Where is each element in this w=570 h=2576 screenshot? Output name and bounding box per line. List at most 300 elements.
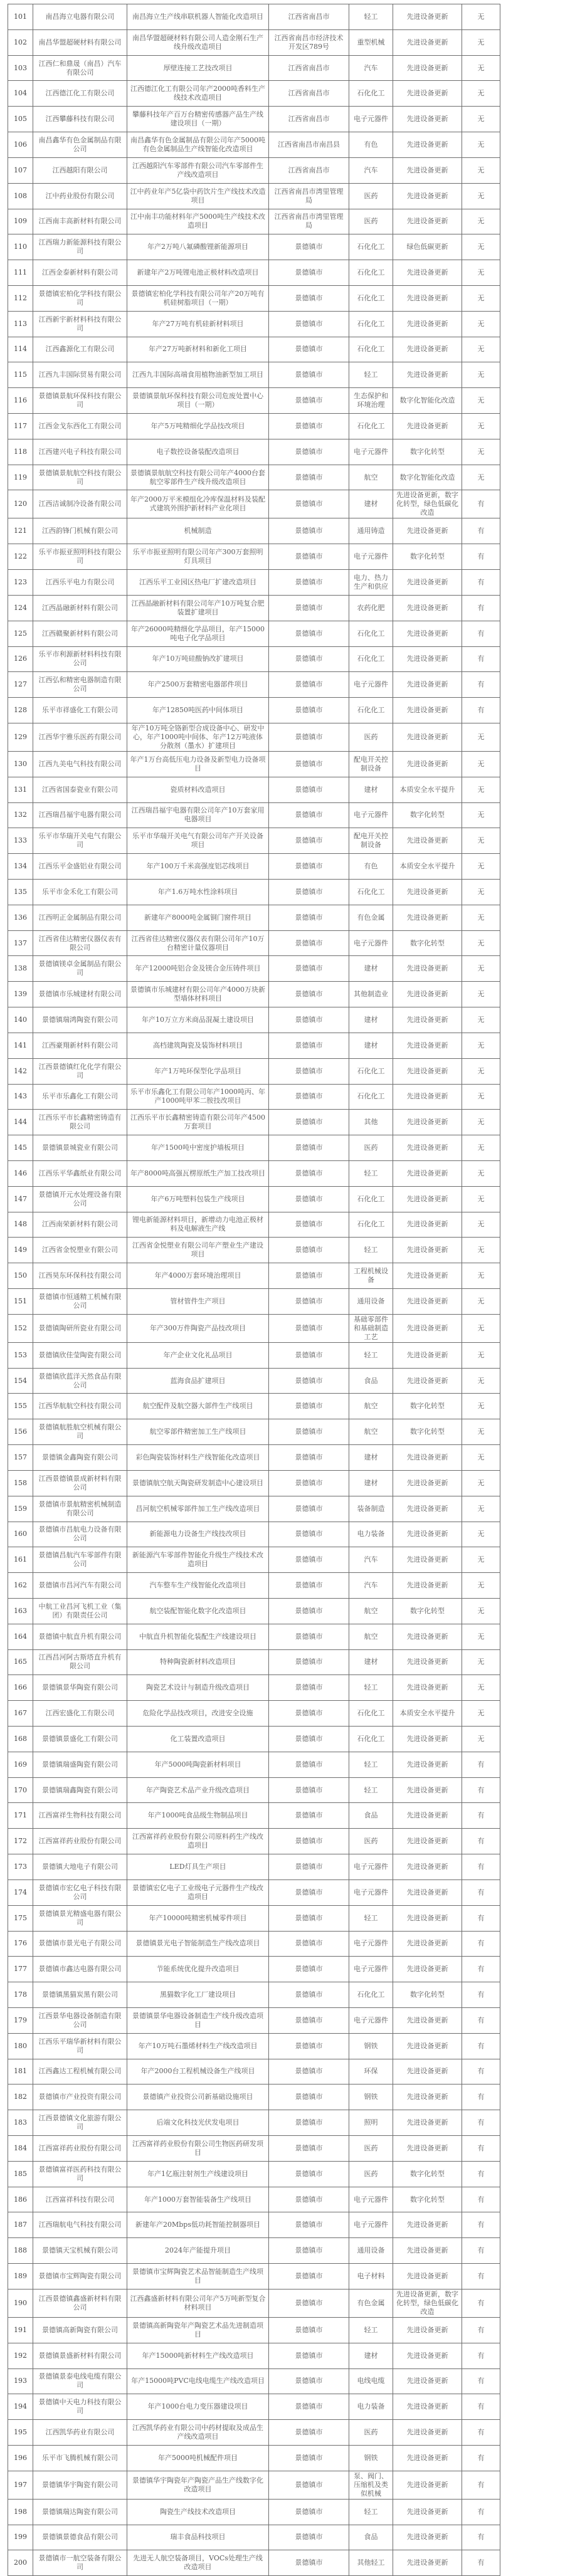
demo-flag: 无 — [462, 880, 500, 905]
table-row — [8, 1419, 563, 1445]
region: 景德镇市 — [269, 646, 349, 672]
project-name: 陶瓷艺术设计与制造升级改造项目 — [127, 1675, 269, 1701]
demo-flag: 无 — [462, 209, 500, 234]
update-direction: 先进设备更新 — [393, 29, 462, 55]
sector: 通用设备 — [349, 1289, 393, 1315]
company-name: 乐平市利源新材料科技有限公司 — [33, 646, 127, 672]
update-direction: 本质安全水平提升 — [393, 777, 462, 802]
region: 景德镇市 — [269, 880, 349, 905]
project-name: 攀藤科技年产百万台精密传感器产品生产线建设项目（一期） — [127, 107, 269, 132]
update-direction: 先进设备更新 — [393, 2550, 462, 2576]
company-name: 南昌华盟超硬材料有限公司 — [33, 29, 127, 55]
project-name: 厚壁连接工艺技改项目 — [127, 55, 269, 81]
update-direction: 先进设备更新 — [393, 1212, 462, 1238]
table-row — [8, 1445, 563, 1471]
region: 江西省南昌市 — [269, 4, 349, 30]
sector: 石化化工 — [349, 880, 393, 905]
sector: 其他轻工 — [349, 2550, 393, 2576]
sector: 通用铸造 — [349, 518, 393, 544]
update-direction: 先进设备更新 — [393, 2033, 462, 2059]
row-number: 117 — [8, 414, 33, 439]
sector: 石化化工 — [349, 1084, 393, 1110]
row-number: 115 — [8, 362, 33, 388]
update-direction: 先进设备更新 — [393, 2471, 462, 2499]
table-row — [8, 2343, 563, 2368]
project-name: 江西乐平工业园区热电厂扩建改造项目 — [127, 570, 269, 596]
region: 景德镇市 — [269, 1186, 349, 1212]
update-direction: 本质安全水平提升 — [393, 854, 462, 880]
sector: 轻工 — [349, 1160, 393, 1186]
row-number: 136 — [8, 905, 33, 930]
company-name: 江西韵锋门机械有限公司 — [33, 518, 127, 544]
table-row — [8, 1110, 563, 1135]
region: 景德镇市 — [269, 2289, 349, 2317]
demo-flag: 有 — [462, 490, 500, 518]
update-direction: 数字化转型 — [393, 1419, 462, 1445]
sector: 电子元器件 — [349, 2187, 393, 2212]
demo-flag: 有 — [462, 544, 500, 570]
table-row — [8, 828, 563, 854]
update-direction: 先进设备更新 — [393, 1314, 462, 1342]
company-name: 景德镇昌航汽车零部件有限公司 — [33, 1547, 127, 1573]
demo-flag: 有 — [462, 2368, 500, 2394]
project-name: 江西省佳达精密仪器仪表有限公司年产10万台精密计量仪器项目 — [127, 930, 269, 956]
table-row — [8, 362, 563, 388]
row-number: 138 — [8, 956, 33, 982]
demo-flag: 无 — [462, 1110, 500, 1135]
company-name: 江西金泰新材料有限公司 — [33, 260, 127, 286]
demo-flag: 无 — [462, 1033, 500, 1058]
demo-flag: 有 — [462, 2264, 500, 2289]
company-name: 江西明正金属制品有限公司 — [33, 905, 127, 930]
company-name: 江西乐平市长鑫精密铸造有限公司 — [33, 1110, 127, 1135]
row-number: 198 — [8, 2499, 33, 2525]
table-row — [8, 157, 563, 183]
table-row — [8, 2187, 563, 2212]
sector: 其他制造业 — [349, 982, 393, 1007]
row-number: 135 — [8, 880, 33, 905]
row-number: 113 — [8, 311, 33, 337]
demo-flag: 无 — [462, 260, 500, 286]
project-name: 景德镇景华电器设备制造生产线升级改造项目 — [127, 2007, 269, 2033]
row-number: 144 — [8, 1110, 33, 1135]
row-number: 104 — [8, 81, 33, 107]
update-direction: 先进设备更新 — [393, 1905, 462, 1931]
company-name: 江西南丰高新材料有限公司 — [33, 209, 127, 234]
update-direction: 先进设备更新 — [393, 2525, 462, 2550]
demo-flag: 有 — [462, 570, 500, 596]
demo-flag: 有 — [462, 646, 500, 672]
demo-flag: 无 — [462, 55, 500, 81]
update-direction: 先进设备更新 — [393, 1110, 462, 1135]
project-name: 年产1000吨食品级生物制品项目 — [127, 1803, 269, 1829]
region: 景德镇市 — [269, 698, 349, 723]
demo-flag: 无 — [462, 465, 500, 490]
update-direction: 数字化转型 — [393, 544, 462, 570]
project-name: 年产2000万平米模组化冷库保温材料及装配式建筑外围护新材料产业化项目 — [127, 490, 269, 518]
table-row — [8, 209, 563, 234]
demo-flag: 无 — [462, 234, 500, 260]
row-number: 200 — [8, 2550, 33, 2576]
update-direction: 先进设备更新 — [393, 2007, 462, 2033]
sector: 石化化工 — [349, 1727, 393, 1752]
company-name: 江西建兴电子科技有限公司 — [33, 439, 127, 465]
region: 景德镇市 — [269, 1419, 349, 1445]
region: 景德镇市 — [269, 544, 349, 570]
company-name: 江西华航航空科技有限公司 — [33, 1394, 127, 1419]
sector: 石化化工 — [349, 285, 393, 311]
project-name: 陶瓷生产线技术改造项目 — [127, 2499, 269, 2525]
update-direction: 先进设备更新 — [393, 956, 462, 982]
company-name: 景德镇景德食品有限公司 — [33, 2525, 127, 2550]
project-name: 年产1.6万吨水性涂料项目 — [127, 880, 269, 905]
sector: 建材 — [349, 1470, 393, 1496]
update-direction: 先进设备更新，数字化转型，绿色低碳化改造 — [393, 2289, 462, 2317]
sector: 电子元器件 — [349, 930, 393, 956]
update-direction: 先进设备更新 — [393, 81, 462, 107]
update-direction: 先进设备更新 — [393, 2499, 462, 2525]
sector: 石化化工 — [349, 337, 393, 362]
demo-flag: 有 — [462, 2289, 500, 2317]
demo-flag: 无 — [462, 1727, 500, 1752]
demo-flag: 无 — [462, 1084, 500, 1110]
project-name: 景德镇宏柏化学科技有限公司年产20万吨有机硅树脂项目（一期） — [127, 285, 269, 311]
sector: 电子元器件 — [349, 1957, 393, 1982]
update-direction: 先进设备更新 — [393, 1752, 462, 1777]
table-row — [8, 4, 563, 30]
row-number: 141 — [8, 1033, 33, 1058]
sector: 配电开关控制设备 — [349, 751, 393, 777]
region: 景德镇市 — [269, 1033, 349, 1058]
update-direction: 先进设备更新 — [393, 828, 462, 854]
table-row — [8, 777, 563, 802]
table-row — [8, 29, 563, 55]
project-name: 年产15000吨PVC电线电缆生产线改造项目 — [127, 2368, 269, 2394]
sector: 装备制造 — [349, 1496, 393, 1522]
update-direction: 先进设备更新 — [393, 1777, 462, 1803]
update-direction: 先进设备更新 — [393, 1496, 462, 1522]
demo-flag: 无 — [462, 1675, 500, 1701]
row-number: 103 — [8, 55, 33, 81]
project-name: 南昌海立生产线串联机器人智能化改造项目 — [127, 4, 269, 30]
sector: 医药 — [349, 209, 393, 234]
project-name: 年产5万吨精细化学品技改项目 — [127, 414, 269, 439]
region: 景德镇市 — [269, 1624, 349, 1649]
demo-flag: 有 — [462, 1803, 500, 1829]
project-name: 景德镇市宝辉陶瓷艺术品智能制造生产线项目 — [127, 2264, 269, 2289]
table-row — [8, 1931, 563, 1957]
company-name: 江西昌河阿古斯塔直升机有限公司 — [33, 1649, 127, 1675]
demo-flag: 有 — [462, 2445, 500, 2471]
sector: 石化化工 — [349, 260, 393, 286]
sector: 电子元器件 — [349, 1931, 393, 1957]
table-row — [8, 956, 563, 982]
region: 景德镇市 — [269, 1879, 349, 1905]
row-number: 147 — [8, 1186, 33, 1212]
update-direction: 先进设备更新 — [393, 1368, 462, 1394]
project-name: 景德镇航空航天陶瓷研发制造中心建设项目 — [127, 1470, 269, 1496]
demo-flag: 无 — [462, 1314, 500, 1342]
sector: 建材 — [349, 777, 393, 802]
demo-flag: 有 — [462, 2394, 500, 2420]
row-number: 169 — [8, 1752, 33, 1777]
demo-flag: 无 — [462, 362, 500, 388]
table-row — [8, 2033, 563, 2059]
row-number: 123 — [8, 570, 33, 596]
company-name: 江西瑞力新能源科技有限公司 — [33, 234, 127, 260]
row-number: 133 — [8, 828, 33, 854]
project-name: 乐平市华瑞开关电气有限公司年产开关设备项目 — [127, 828, 269, 854]
table-row — [8, 802, 563, 828]
row-number: 197 — [8, 2471, 33, 2499]
company-name: 景德镇市鑫达电器有限公司 — [33, 1957, 127, 1982]
row-number: 121 — [8, 518, 33, 544]
project-name: 年产12850吨医药中间体项目 — [127, 698, 269, 723]
region: 景德镇市 — [269, 2368, 349, 2394]
sector: 石化化工 — [349, 1058, 393, 1084]
company-name: 景德镇市恒通精工机械有限公司 — [33, 1289, 127, 1315]
project-name: 瓷质材料改造项目 — [127, 777, 269, 802]
update-direction: 先进设备更新 — [393, 311, 462, 337]
update-direction: 数字化转型 — [393, 1598, 462, 1624]
row-number: 109 — [8, 209, 33, 234]
row-number: 102 — [8, 29, 33, 55]
sector: 石化化工 — [349, 1186, 393, 1212]
row-number: 171 — [8, 1803, 33, 1829]
row-number: 192 — [8, 2343, 33, 2368]
row-number: 126 — [8, 646, 33, 672]
project-name: LED灯具生产项目 — [127, 1854, 269, 1880]
row-number: 149 — [8, 1238, 33, 1263]
row-number: 174 — [8, 1879, 33, 1905]
company-name: 乐平市华瑞开关电气有限公司 — [33, 828, 127, 854]
table-row — [8, 751, 563, 777]
update-direction: 先进设备更新 — [393, 1160, 462, 1186]
project-table-body — [8, 4, 563, 2576]
table-row — [8, 1649, 563, 1675]
table-row — [8, 2471, 563, 2499]
table-row — [8, 2161, 563, 2187]
project-name: 年产10000吨精密机械零件项目 — [127, 1905, 269, 1931]
sector: 配电开关控制设备 — [349, 828, 393, 854]
company-name: 景德镇金鑫陶瓷有限公司 — [33, 1445, 127, 1471]
table-row — [8, 930, 563, 956]
company-name: 景德镇景航环保科技有限公司 — [33, 388, 127, 414]
update-direction: 先进设备更新 — [393, 1854, 462, 1880]
project-name: 电子数控设备装配改造项目 — [127, 439, 269, 465]
table-row — [8, 311, 563, 337]
company-name: 景德镇宏柏化学科技有限公司 — [33, 285, 127, 311]
row-number: 114 — [8, 337, 33, 362]
update-direction: 先进设备更新 — [393, 1263, 462, 1289]
company-name: 景德镇景航航空科技有限公司 — [33, 465, 127, 490]
update-direction: 先进设备更新 — [393, 1058, 462, 1084]
project-name: 江西越阳汽车零部件有限公司汽车零部件生产线改造项目 — [127, 157, 269, 183]
company-name: 景德镇市宏亿电子科技有限公司 — [33, 1879, 127, 1905]
update-direction: 先进设备更新，数字化转型，绿色低碳化改造 — [393, 490, 462, 518]
sector: 基础零部件和基础制造工艺 — [349, 1314, 393, 1342]
sector: 电子元器件 — [349, 2212, 393, 2238]
company-name: 景德镇大地电子有限公司 — [33, 1854, 127, 1880]
table-row — [8, 465, 563, 490]
table-row — [8, 905, 563, 930]
sector: 轻工 — [349, 1752, 393, 1777]
company-name: 江西鑫源化工有限公司 — [33, 337, 127, 362]
demo-flag: 无 — [462, 1470, 500, 1496]
update-direction: 先进设备更新 — [393, 2420, 462, 2446]
demo-flag: 有 — [462, 2420, 500, 2446]
project-name: 机械制造 — [127, 518, 269, 544]
row-number: 122 — [8, 544, 33, 570]
region: 景德镇市 — [269, 621, 349, 646]
demo-flag: 有 — [462, 698, 500, 723]
company-name: 江西仁和鼎晟（南昌）汽车有限公司 — [33, 55, 127, 81]
region: 江西省南昌市 — [269, 55, 349, 81]
demo-flag: 无 — [462, 337, 500, 362]
project-name: 江西鑫盛新材料有限公司年产5万吨新型复合材料项目 — [127, 2289, 269, 2317]
project-name: 年产27万吨新材料和新化工项目 — [127, 337, 269, 362]
table-row — [8, 1394, 563, 1419]
company-name: 江西攀藤科技有限公司 — [33, 107, 127, 132]
region: 江西省南昌市 — [269, 107, 349, 132]
update-direction: 数字化转型 — [393, 439, 462, 465]
project-name: 先进无人航空装备项目，VOCs处理生产线改造项目 — [127, 2550, 269, 2576]
table-row — [8, 1314, 563, 1342]
demo-flag: 无 — [462, 439, 500, 465]
company-name: 景德镇镁卓金属制品有限公司 — [33, 956, 127, 982]
table-row — [8, 672, 563, 698]
demo-flag: 有 — [462, 2499, 500, 2525]
company-name: 江西金戈东西化工有限公司 — [33, 414, 127, 439]
region: 景德镇市 — [269, 595, 349, 621]
sector: 石化化工 — [349, 1701, 393, 1727]
sector: 生态保护和环境治理 — [349, 388, 393, 414]
sector: 汽车 — [349, 55, 393, 81]
region: 景德镇市 — [269, 1957, 349, 1982]
demo-flag: 有 — [462, 2238, 500, 2264]
project-name: 年产10万吨石墨烯材料生产线改造项目 — [127, 2033, 269, 2059]
project-name: 黑猫数字化工厂建设项目 — [127, 1982, 269, 2008]
row-number: 161 — [8, 1547, 33, 1573]
demo-flag: 有 — [462, 2187, 500, 2212]
row-number: 185 — [8, 2161, 33, 2187]
demo-flag: 无 — [462, 107, 500, 132]
table-row — [8, 1675, 563, 1701]
company-name: 江西富祥药业股份有限公司 — [33, 2136, 127, 2162]
update-direction: 先进设备更新 — [393, 209, 462, 234]
demo-flag: 无 — [462, 1212, 500, 1238]
company-name: 江西富祥药业股份有限公司 — [33, 1829, 127, 1854]
region: 景德镇市 — [269, 1752, 349, 1777]
company-name: 江西赣聚新材料有限公司 — [33, 621, 127, 646]
demo-flag: 无 — [462, 828, 500, 854]
row-number: 105 — [8, 107, 33, 132]
row-number: 124 — [8, 595, 33, 621]
table-row — [8, 2264, 563, 2289]
table-row — [8, 544, 563, 570]
project-name: 年产27万吨有机硅新材料项目 — [127, 311, 269, 337]
project-name: 新建年产2万吨锂电池正极材料改造项目 — [127, 260, 269, 286]
table-row — [8, 2317, 563, 2343]
region: 江西省南昌市 — [269, 81, 349, 107]
table-row — [8, 2084, 563, 2110]
region: 景德镇市 — [269, 2420, 349, 2446]
company-name: 景德镇陶研所瓷业有限公司 — [33, 1314, 127, 1342]
company-name: 景德镇欣佳莹陶瓷有限公司 — [33, 1342, 127, 1368]
update-direction: 先进设备更新 — [393, 157, 462, 183]
update-direction: 先进设备更新 — [393, 4, 462, 30]
row-number: 179 — [8, 2007, 33, 2033]
sector: 电子元器件 — [349, 1854, 393, 1880]
region: 景德镇市 — [269, 388, 349, 414]
region: 景德镇市 — [269, 723, 349, 751]
region: 景德镇市 — [269, 751, 349, 777]
update-direction: 先进设备更新 — [393, 2445, 462, 2471]
project-name: 江西乐平市长鑫精密铸造有限公司年产4500万套项目 — [127, 1110, 269, 1135]
project-name: 年产5000吨机械配件项目 — [127, 2445, 269, 2471]
update-direction: 数字化转型 — [393, 1982, 462, 2008]
region: 景德镇市 — [269, 1777, 349, 1803]
company-name: 江西洁诚制冷设备有限公司 — [33, 490, 127, 518]
update-direction: 先进设备更新 — [393, 2084, 462, 2110]
sector: 航空 — [349, 1419, 393, 1445]
region: 景德镇市 — [269, 1135, 349, 1161]
table-row — [8, 723, 563, 751]
table-row — [8, 183, 563, 209]
demo-flag: 无 — [462, 1186, 500, 1212]
region: 江西省南昌市南昌县 — [269, 132, 349, 158]
table-row — [8, 2394, 563, 2420]
region: 江西省南昌市经济技术开发区789号 — [269, 29, 349, 55]
row-number: 183 — [8, 2110, 33, 2136]
demo-flag: 有 — [462, 2033, 500, 2059]
demo-flag: 有 — [462, 518, 500, 544]
project-name: 年产10万吨硅酸钠改扩建项目 — [127, 646, 269, 672]
region: 景德镇市 — [269, 234, 349, 260]
row-number: 134 — [8, 854, 33, 880]
demo-flag: 有 — [462, 2525, 500, 2550]
row-number: 187 — [8, 2212, 33, 2238]
demo-flag: 有 — [462, 2161, 500, 2187]
sector: 轻工 — [349, 1675, 393, 1701]
company-name: 景德镇市一航空装备有限公司 — [33, 2550, 127, 2576]
company-name: 江西豪翔新材料有限公司 — [33, 1033, 127, 1058]
demo-flag: 有 — [462, 595, 500, 621]
demo-flag: 无 — [462, 1263, 500, 1289]
demo-flag: 有 — [462, 1905, 500, 1931]
sector: 汽车 — [349, 157, 393, 183]
table-row — [8, 2420, 563, 2446]
project-name: 年产100万千米高强度铝芯线项目 — [127, 854, 269, 880]
company-name: 景德镇市景光电子有限公司 — [33, 1931, 127, 1957]
update-direction: 先进设备更新 — [393, 2317, 462, 2343]
company-name: 景德镇市产业投资有限公司 — [33, 2084, 127, 2110]
project-name: 年产12000吨铝合金及镁合金压铸件项目 — [127, 956, 269, 982]
project-name: 年产2万吨八氟磷酸锂新能源项目 — [127, 234, 269, 260]
table-row — [8, 1727, 563, 1752]
table-row — [8, 1777, 563, 1803]
table-row — [8, 2525, 563, 2550]
update-direction: 数字化转型 — [393, 2187, 462, 2212]
row-number: 119 — [8, 465, 33, 490]
table-row — [8, 1573, 563, 1599]
project-list-sheet — [8, 4, 562, 2576]
sector: 汽车 — [349, 1547, 393, 1573]
region: 景德镇市 — [269, 1522, 349, 1547]
project-name: 江中药业年产5亿袋中药饮片生产线技术改造项目 — [127, 183, 269, 209]
row-number: 165 — [8, 1649, 33, 1675]
sector: 泵、阀门、压缩机及类似机械 — [349, 2471, 393, 2499]
